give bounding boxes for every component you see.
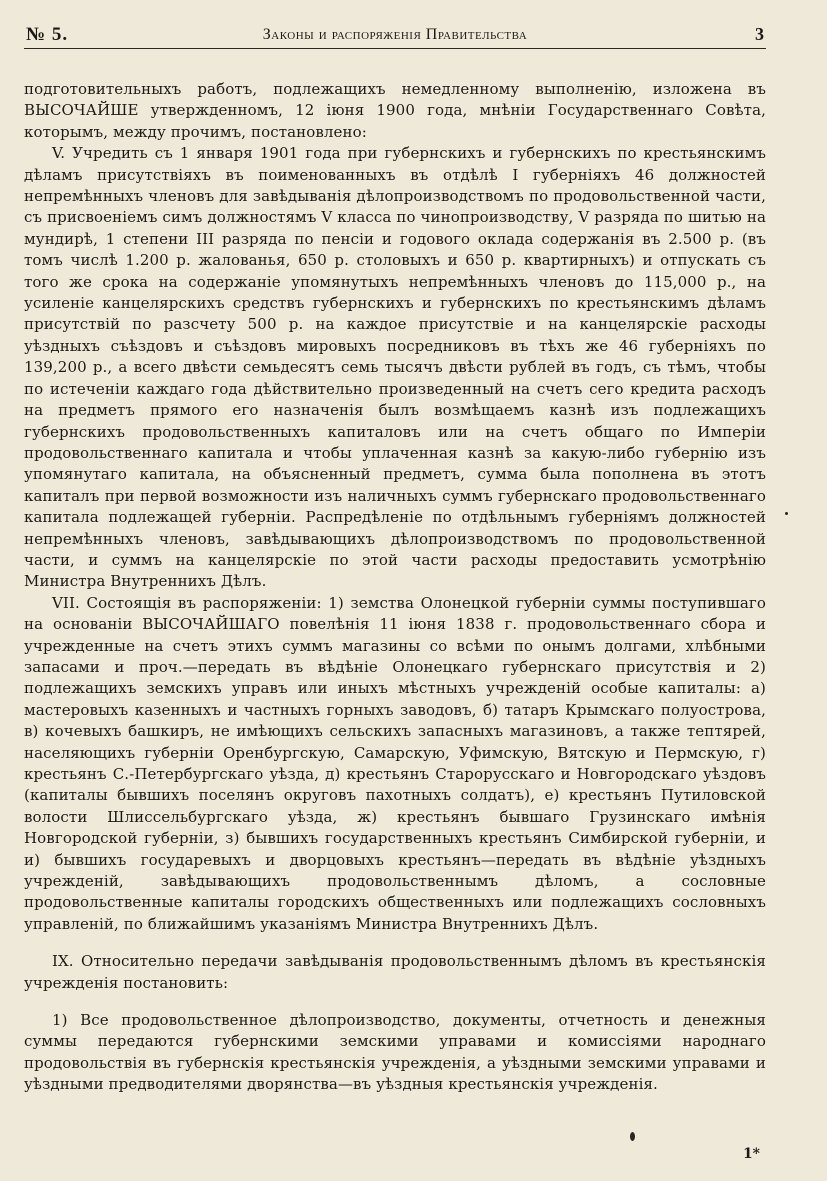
- paragraph-section-ix: IX. Относительно передачи завѣдыванія продовольственнымъ дѣломъ въ крестьянскія учрежденія постановить:: [24, 952, 766, 992]
- document-body: [24, 79, 766, 1096]
- paragraph-section-vii: VII. Состоящія въ распоряженіи: 1) земства Олонецкой губерніи суммы поступившаго на основаніи ВЫСОЧАЙШАГО повелѣнія 11 іюня 1838 г. продовольственнаго сбора и учрежденные на счетъ этихъ суммъ магазины со всѣми по онымъ долгами, хлѣбными запасами и проч.—передать въ вѣдѣніе Олонецкаго губернскаго присутствія и 2) подлежащихъ земскихъ управъ или иныхъ мѣстныхъ учрежденій особые капиталы: а) мастеровыхъ казенныхъ и частныхъ горныхъ заводовъ, б) татаръ Крымскаго полуострова, в) кочевыхъ башкиръ, не имѣющихъ сельскихъ запасныхъ магазиновъ, а также тептярей, населяющихъ губерніи Оренбургскую, Самарскую, Уфимскую, Вятскую и Пермскую, г) крестьянъ С.-Петербургскаго уѣзда, д) крестьянъ Старорусскаго и Новгородскаго уѣздовъ (капиталы бывшихъ поселянъ округовъ пахотныхъ солдатъ), е) крестьянъ Путиловской волости Шлиссельбургскаго уѣзда, ж) крестьянъ бывшаго Грузинскаго имѣнія Новгородской губерніи, з) бывшихъ государственныхъ крестьянъ Симбирской губерніи, и и) бывшихъ государевыхъ и дворцовыхъ крестьянъ—передать въ вѣдѣніе уѣздныхъ учрежденій, завѣдывающихъ продовольственнымъ дѣломъ, а сословные продовольственные капиталы городскихъ общественныхъ или подлежащихъ сословныхъ управленій, по ближайшимъ указаніямъ Министра Внутреннихъ Дѣлъ.: [24, 593, 766, 933]
- paragraph-ix-item-1: 1) Все продовольственное дѣлопроизводство, документы, отчетность и денежныя суммы передаются губернскими земскими управами и комиссіями народнаго продовольствія въ губернскія крестьянскія учрежденія, а уѣздными земскими управами и уѣздными предводителями дворянства—въ уѣздныя крестьянскія учрежденія.: [24, 1011, 766, 1094]
- page-number: 3: [755, 24, 764, 44]
- paragraph-intro: подготовительныхъ работъ, подлежащихъ немедленному выполненію, изложена въ ВЫСОЧАЙШЕ утвержденномъ, 12 іюня 1900 года, мнѣніи Государственнаго Совѣта, которымъ, между прочимъ, постановлено:: [24, 80, 766, 141]
- signature-mark: 1*: [742, 1146, 760, 1162]
- running-title: Законы и распоряженія Правительства: [262, 26, 528, 43]
- document-page: [24, 18, 766, 1168]
- issue-number: № 5.: [26, 24, 69, 45]
- page-header: [24, 18, 766, 49]
- ink-speck: [785, 512, 788, 515]
- paragraph-section-v: V. Учредить съ 1 января 1901 года при губернскихъ и губернскихъ по крестьянскимъ дѣламъ присутствіяхъ въ поименованныхъ въ отдѣлѣ I губерніяхъ 46 должностей непремѣнныхъ членовъ для завѣдыванія дѣлопроизводствомъ по продовольственной части, съ присвоеніемъ симъ должностямъ V класса по чинопроизводству, V разряда по шитью на мундирѣ, 1 степени III разряда по пенсіи и годового оклада содержанія въ 2.500 р. (въ томъ числѣ 1.200 р. жалованья, 650 р. столовыхъ и 650 р. квартирныхъ) и отпускать съ того же срока на содержаніе упомянутыхъ непремѣнныхъ членовъ до 115,000 р., на усиленіе канцелярскихъ средствъ губернскихъ и губернскихъ по крестьянскимъ дѣламъ присутствій по разсчету 500 р. на каждое присутствіе и на канцелярскіе расходы уѣздныхъ съѣздовъ и съѣздовъ мировыхъ посредниковъ въ тѣхъ же 46 губерніяхъ по 139,200 р., а всего двѣсти семьдесятъ семь тысячъ двѣсти рублей въ годъ, съ тѣмъ, чтобы по истеченіи каждаго года дѣйствительно произведенный на счетъ сего кредита расходъ на предметъ прямого его назначенія былъ возмѣщаемъ казнѣ изъ подлежащихъ губернскихъ продовольственныхъ капиталовъ или на счетъ общаго по Имперіи продовольственнаго капитала и чтобы уплаченная казнѣ за какую-либо губернію изъ упомянутаго капитала, на объясненный предметъ, сумма была пополнена въ этотъ капиталъ при первой возможности изъ наличныхъ суммъ губернскаго продовольственнаго капитала подлежащей губерніи. Распредѣленіе по отдѣльнымъ губерніямъ должностей непремѣнныхъ членовъ, завѣдывающихъ дѣлопроизводствомъ по продовольственной части, и суммъ на канцелярскіе по этой части расходы предоставить усмотрѣнію Министра Внутреннихъ Дѣлъ.: [24, 144, 766, 591]
- ink-speck: [630, 1132, 635, 1141]
